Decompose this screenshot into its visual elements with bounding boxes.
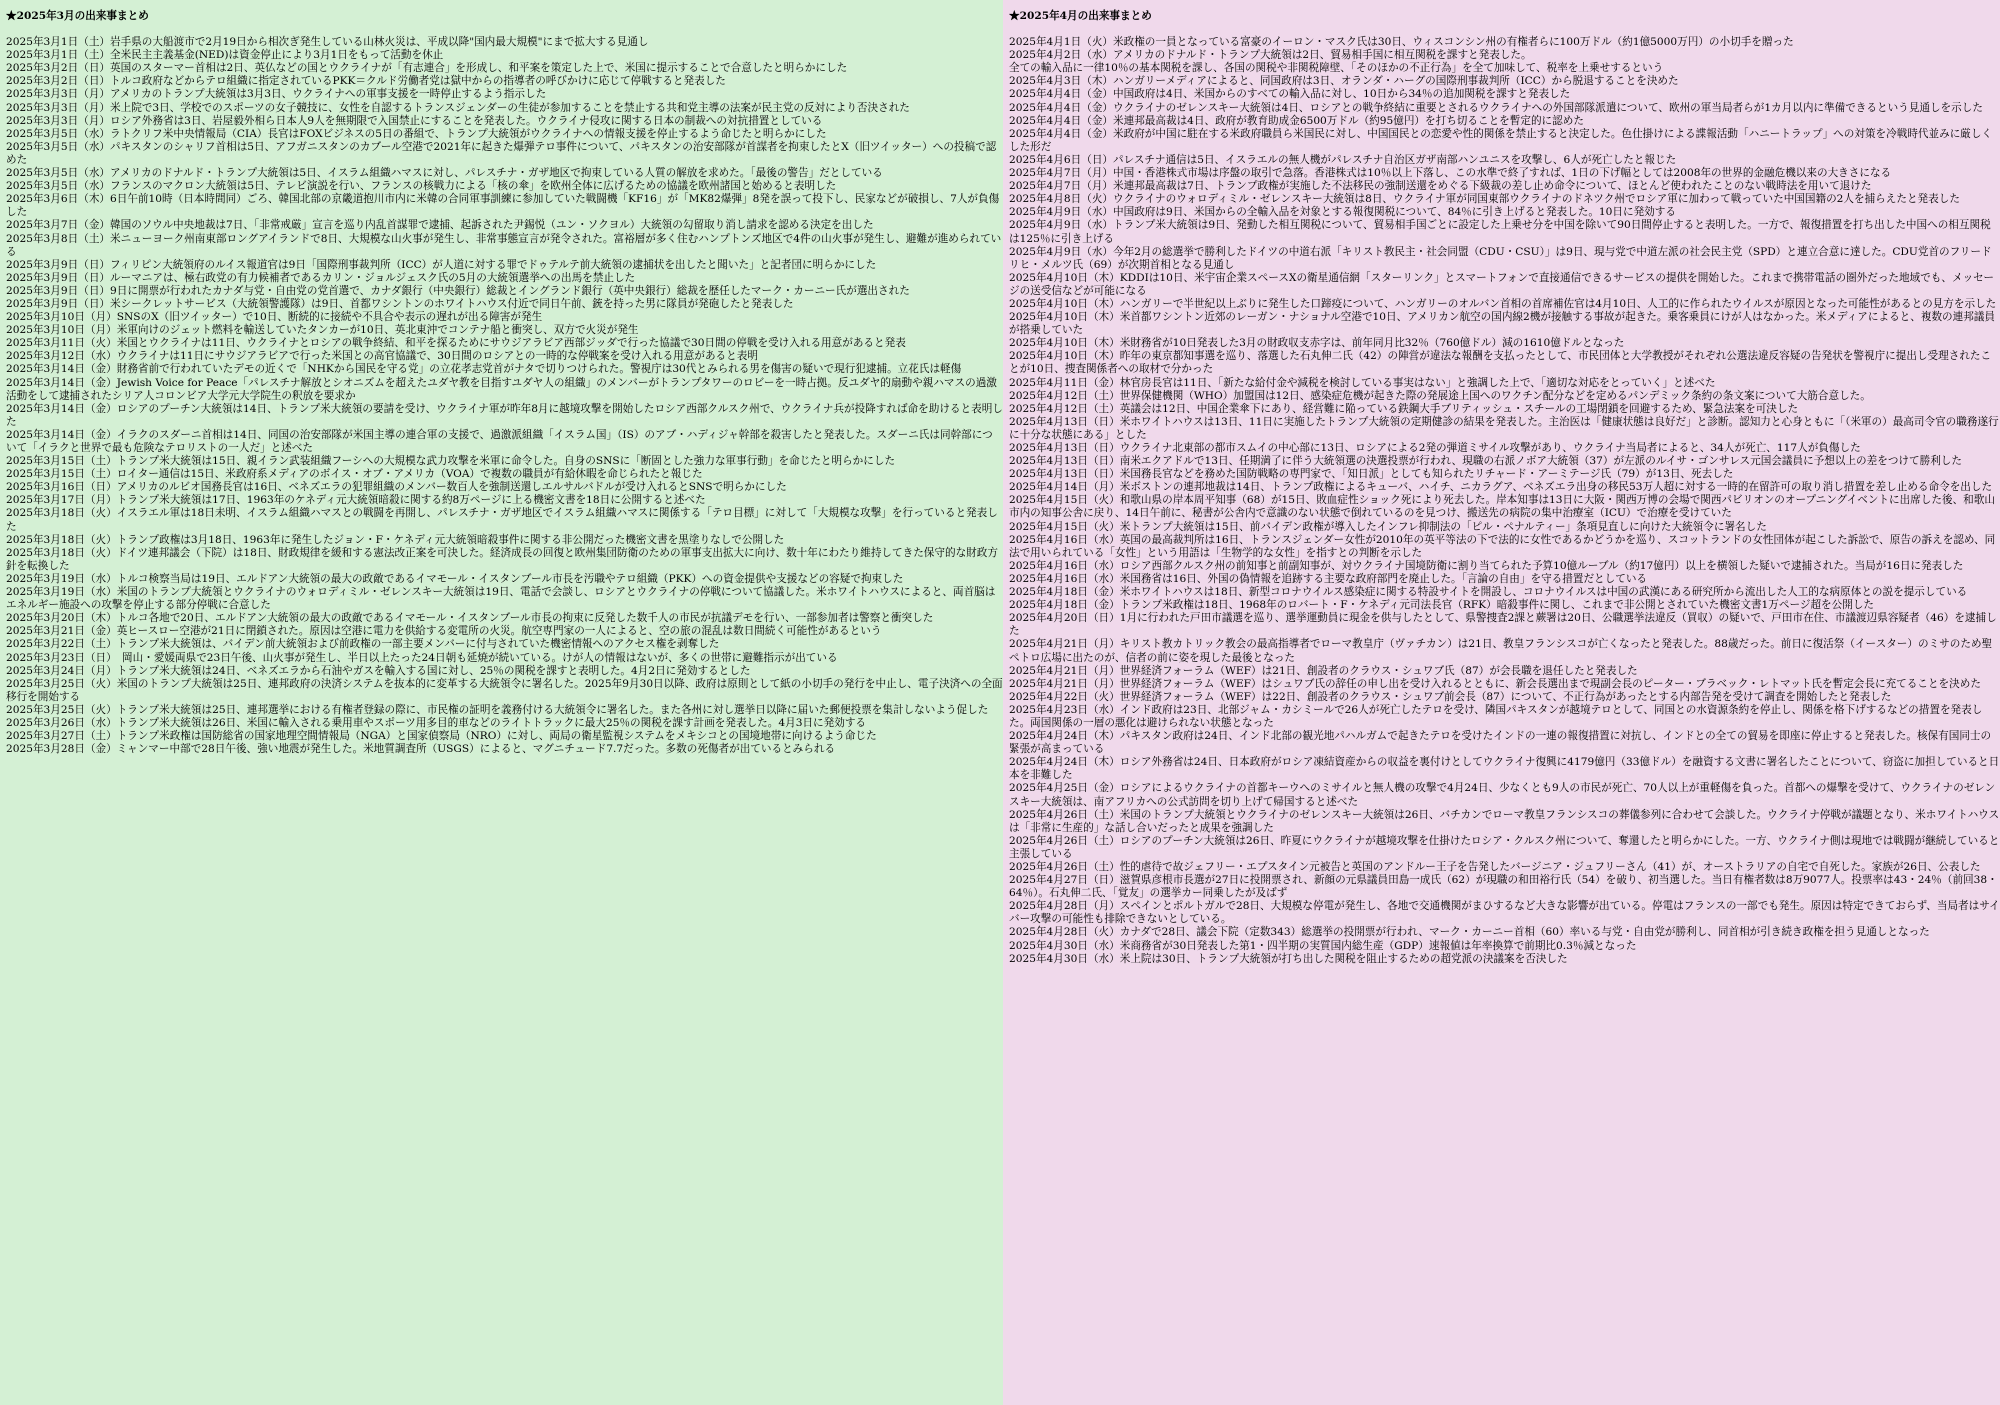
april-entry: 2025年4月28日（火）カナダで28日、議会下院（定数343）総選挙の投開票が行われ、マーク・カーニー首相（60）率いる与党・自由党が勝利し、同首相が引き続き政権を担う見通しとなった <box>1009 926 1930 939</box>
april-entry: 2025年4月4日（金）米連邦最高裁は4日、政府が教育助成金6500万ドル（約95億円）を打ち切ることを暫定的に認めた <box>1009 114 1584 127</box>
march-entry: 2025年3月18日（火）トランプ政権は3月18日、1963年に発生したジョン・F・ケネディ元大統領暗殺事件に関する非公開だった機密文書を黒塗りなしで公開した <box>6 533 785 546</box>
april-entry: 2025年4月16日（水）ロシア西部クルスク州の前知事と前副知事が、対ウクライナ国境防衛に割り当てられた予算10億ルーブル（約17億円）以上を横領した疑いで逮捕された。当局が16日に発表した <box>1009 559 1964 572</box>
march-entry: 2025年3月19日（水）米国のトランプ大統領とウクライナのウォロディミル・ゼレンスキー大統領は19日、電話で会談し、ロシアとウクライナの停戦について協議した。米ホワイトハウスによると、両首脳はエネルギー施設への攻撃を停止する部分停戦に合意した <box>6 586 996 612</box>
march-entry: 2025年3月25日（火）トランプ米大統領は25日、連邦選挙における有権者登録の際に、市民権の証明を義務付ける大統領令に署名した。また各州に対し選挙日以降に届いた郵便投票を集計しないよう促した <box>6 703 989 716</box>
march-entry: 2025年3月9日（日）ルーマニアは、極右政党の有力候補者であるカリン・ジョルジェスク氏の5月の大統領選挙への出馬を禁止した <box>6 271 636 284</box>
march-entry: 2025年3月14日（金）Jewish Voice for Peace「パレスチナ解放とシオニズムを超えたユダヤ教を目指すユダヤ人の組織」のメンバーがトランプタワーのロビーを一時占拠。反ユダヤ的扇動や親ハマスの過激活動をして逮捕されたシリア人コロンビア大学元大学院生の釈放を要求か <box>6 376 997 402</box>
march-entry: 2025年3月5日（水）パキスタンのシャリフ首相は5日、アフガニスタンのカブール空港で2021年に起きた爆弾テロ事件について、パキスタンの治安部隊が首謀者を拘束したとX（旧ツイッター）への投稿で認めた <box>6 140 997 166</box>
april-entry: 2025年4月24日（木）ロシア外務省は24日、日本政府がロシア凍結資産からの収益を裏付けとしてウクライナ復興に4179億円（33億ドル）を融資する文書に署名したことについて、窃盗に加担していると日本を非難した <box>1009 756 2000 782</box>
april-entry: 2025年4月12日（土）英議会は12日、中国企業傘下にあり、経営難に陥っている鉄鋼大手ブリティッシュ・スチールの工場閉鎖を回避するため、緊急法案を可決した <box>1009 402 1799 415</box>
april-entry: 2025年4月14日（月）米ボストンの連邦地裁は14日、トランプ政権によるキューバ、ハイチ、ニカラグア、ベネズエラ出身の移民53万人超に対する一時的在留許可の取り消し措置を差し止める命令を出した <box>1009 481 1993 494</box>
april-entry: 2025年4月10日（木）昨年の東京都知事選を巡り、落選した石丸伸二氏（42）の陣営が違法な報酬を支払ったとして、市民団体と大学教授がそれぞれ公選法違反容疑の告発状を警視庁に提出し受理されたことが10日、捜査関係者への取材で分かった <box>1009 350 1992 376</box>
march-entry: 2025年3月6日（木）6日午前10時（日本時間同）ごろ、韓国北部の京畿道抱川市内に米韓の合同軍事訓練に参加していた戦闘機「KF16」が「MK82爆弾」8発を誤って投下し、民家などが破損し、7人が負傷した <box>6 193 1000 219</box>
march-entry: 2025年3月28日（金）ミャンマー中部で28日午後、強い地震が発生した。米地質調査所（USGS）によると、マグニチュード7.7だった。多数の死傷者が出ているとみられる <box>6 743 836 756</box>
april-entry: 2025年4月21日（月）キリスト教カトリック教会の最高指導者でローマ教皇庁（ヴァチカン）は21日、教皇フランシスコが亡くなったと発表した。88歳だった。前日に復活祭（イースター）のミサのため聖ペトロ広場に出たのが、信者の前に姿を現した最後となった <box>1009 638 1993 664</box>
april-entry: 2025年4月16日（水）米国務省は16日、外国の偽情報を追跡する主要な政府部門を廃止した。「言論の自由」を守る措置だとしている <box>1009 572 1648 585</box>
april-entry: 全ての輸入品に一律10％の基本関税を課し、各国の関税や非関税障壁、「そのほかの不正行為」を全て加味して、税率を上乗せするという <box>1009 62 1664 75</box>
april-entry: 2025年4月30日（水）米上院は30日、トランプ大統領が打ち出した関税を阻止するための超党派の決議案を否決した <box>1009 952 1568 965</box>
april-entry: 2025年4月9日（水）今年2月の総選挙で勝利したドイツの中道右派「キリスト教民主・社会同盟（CDU・CSU）」は9日、現与党で中道左派の社会民主党（SPD）と連立合意に達した。CDU党首のフリードリヒ・メルツ氏（69）が次期首相となる見通し <box>1009 245 1992 271</box>
april-entry: 2025年4月12日（土）世界保健機関（WHO）加盟国は12日、感染症危機が起きた際の発展途上国へのワクチン配分などを定めるパンデミック条約の条文案について大筋合意した。 <box>1009 389 1871 402</box>
march-entry: 2025年3月18日（火）ドイツ連邦議会（下院）は18日、財政規律を緩和する憲法改正案を可決した。経済成長の回復と欧州集団防衛のための軍事支出拡大に向け、数十年にわたり維持してきた保守的な財政方針を転換した <box>6 546 998 572</box>
march-entry: 2025年3月18日（火）イスラエル軍は18日未明、イスラム組織ハマスとの戦闘を再開し、パレスチナ・ガザ地区でイスラム組織ハマスに関係する「テロ目標」に対して「大規模な攻撃」を行っていると発表した <box>6 507 998 533</box>
april-list <box>1009 36 2000 966</box>
april-entry: 2025年4月25日（金）ロシアによるウクライナの首都キーウへのミサイルと無人機の攻撃で4月24日、少なくとも9人の市民が死亡、70人以上が重軽傷を負った。首都への爆撃を受けて、ウクライナのゼレンスキー大統領は、南アフリカへの公式訪問を切り上げて帰国すると述べた <box>1009 782 1996 808</box>
march-entry: 2025年3月21日（金）英ヒースロー空港が21日に閉鎖された。原因は空港に電力を供給する変電所の火災。航空専門家の一人によると、空の旅の混乱は数日間続く可能性があるという <box>6 625 882 638</box>
april-entry: 2025年4月13日（日）南米エクアドルで13日、任期満了に伴う大統領選の決選投票が行われ、現職の右派ノボア大統領（37）が左派のルイサ・ゴンサレス元国会議員に予想以上の差をつけて勝利した <box>1009 455 1962 468</box>
april-entry: 2025年4月24日（木）パキスタン政府は24日、インド北部の観光地パハルガムで起きたテロを受けたインドの一連の報復措置に対抗し、インドとの全ての貿易を即座に停止すると発表した。核保有国同士の緊張が高まっている <box>1009 730 1992 756</box>
march-entry: 2025年3月14日（金）ロシアのプーチン大統領は14日、トランプ米大統領の要請を受け、ウクライナ軍が昨年8月に越境攻撃を開始したロシア西部クルスク州で、ウクライナ兵が投降すれば命を助けると表明した <box>6 402 1003 428</box>
april-column <box>1003 0 2000 1405</box>
april-entry: 2025年4月9日（水）トランプ米大統領は9日、発動した相互関税について、貿易相手国ごとに設定した上乗せ分を中国を除いて90日間停止すると表明した。一方で、報復措置を打ち出した中国への相互関税は125％に引き上げる <box>1009 219 1991 245</box>
march-entry: 2025年3月15日（土）ロイター通信は15日、米政府系メディアのボイス・オブ・アメリカ（VOA）で複数の職員が有給休暇を命じられたと報じた <box>6 468 703 481</box>
march-entry: 2025年3月8日（土）米ニューヨーク州南東部ロングアイランドで8日、大規模な山火事が発生し、非常事態宣言が発令された。富裕層が多く住むハンプトンズ地区で4件の山火事が発生し、避難が進められている <box>6 232 1002 258</box>
april-entry: 2025年4月13日（日）米国務長官などを務めた国防戦略の専門家で、「知日派」としても知られたリチャード・アーミテージ氏（79）が13日、死去した <box>1009 468 1734 481</box>
march-title: ★2025年3月の出来事まとめ <box>6 10 149 22</box>
april-entry: 2025年4月1日（火）米政権の一員となっている富豪のイーロン・マスク氏は30日、ウィスコンシン州の有権者らに100万ドル（約1億5000万円）の小切手を贈った <box>1009 36 1794 49</box>
april-entry: 2025年4月30日（水）米商務省が30日発表した第1・四半期の実質国内総生産（GDP）速報値は年率換算で前期比0.3％減となった <box>1009 939 1637 952</box>
april-entry: 2025年4月26日（土）米国のトランプ大統領とウクライナのゼレンスキー大統領は26日、バチカンでローマ教皇フランシスコの葬儀参列に合わせて会談した。ウクライナ停戦が議題となり、米ホワイトハウスは「非常に生産的」な話し合いだったと成果を強調した <box>1009 808 2000 834</box>
april-entry: 2025年4月27日（日）滋賀県彦根市長選が27日に投開票され、新顔の元県議員田島一成氏（62）が現職の和田裕行氏（54）を破り、初当選した。当日有権者数は8万9077人。投票率は43・24％（前回38・64％）。石丸伸二氏、「覚友」の選挙カー同乗したが及ばず <box>1009 874 1998 900</box>
april-entry: 2025年4月4日（金）ウクライナのゼレンスキー大統領は4日、ロシアとの戦争終結に重要とされるウクライナへの外国部隊派遣について、欧州の軍当局者らが1カ月以内に準備できるという見通しを示した <box>1009 101 1983 114</box>
march-entry: 2025年3月15日（土）トランプ米大統領は15日、親イラン武装組織フーシへの大規模な武力攻撃を米軍に命令した。自身のSNSに「断固とした強力な軍事行動」を命じたと明らかにした <box>6 455 896 468</box>
march-entry: 2025年3月10日（月）SNSのX（旧ツイッター）で10日、断続的に接続や不具合や表示の遅れが出る障害が発生 <box>6 311 543 324</box>
april-entry: 2025年4月13日（日）米ホワイトハウスは13日、11日に実施したトランプ大統領の定期健診の結果を発表した。主治医は「健康状態は良好だ」と診断。認知力と心身ともに「（米軍の）最高司令官の職務遂行に十分な状態にある」とした <box>1009 415 1999 441</box>
march-entry: 2025年3月5日（水）アメリカのドナルド・トランプ大統領は5日、イスラム組織ハマスに対し、パレスチナ・ガザ地区で拘束している人質の解放を求めた。「最後の警告」だとしている <box>6 167 883 180</box>
april-entry: 2025年4月18日（金）トランプ米政権は18日、1968年のロバート・F・ケネディ元司法長官（RFK）暗殺事件に関し、これまで非公開とされていた機密文書1万ページ超を公開した <box>1009 599 1875 612</box>
april-entry: 2025年4月4日（金）米政府が中国に駐在する米政府職員ら米国民に対し、中国国民との恋愛や性的関係を禁止すると決定した。色仕掛けによる諜報活動「ハニートラップ」への対策を冷戦時代並みに厳しくした形だ <box>1009 127 1993 153</box>
april-entry: 2025年4月26日（土）ロシアのプーチン大統領は26日、昨夏にウクライナが越境攻撃を仕掛けたロシア・クルスク州について、奪還したと明らかにした。一方、ウクライナ側は現地では戦闘が継続していると主張している <box>1009 834 2000 860</box>
march-entry: 2025年3月7日（金）韓国のソウル中央地裁は7日、「非常戒厳」宣言を巡り内乱首謀罪で逮捕、起訴された尹錫悦（ユン・ソクヨル）大統領の勾留取り消し請求を認める決定を出した <box>6 219 874 232</box>
march-entry: 2025年3月22日（土）トランプ米大統領は、バイデン前大統領および前政権の一部主要メンバーに付与されていた機密情報へのアクセス権を剥奪した <box>6 638 720 651</box>
april-entry: 2025年4月23日（水）インド政府は23日、北部ジャム・カシミールで26人が死亡したテロを受け、隣国パキスタンが越境テロとして、同国との水資源条約を停止し、関係を格下げするなどの措置を発表した。両国関係の一層の悪化は避けられない状態となった <box>1009 703 1983 729</box>
march-entry: 2025年3月23日（日） 岡山・愛媛両県で23日午後、山火事が発生し、半日以上たった24日朝も延焼が続いている。けが人の情報はないが、多くの世帯に避難指示が出ている <box>6 651 838 664</box>
march-entry: 2025年3月16日（日）アメリカのルビオ国務長官は16日、ベネズエラの犯罪組織のメンバー数百人を強制送還しエルサルバドルが受け入れるとSNSで明らかにした <box>6 481 787 494</box>
march-entry: 2025年3月3日（月）ロシア外務省は3日、岩屋毅外相ら日本人9人を無期限で入国禁止にすることを発表した。ウクライナ侵攻に関する日本の制裁への対抗措置としている <box>6 114 823 127</box>
march-entry: 2025年3月5日（水）フランスのマクロン大統領は5日、テレビ演説を行い、フランスの核戦力による「核の傘」を欧州全体に広げるための協議を欧州諸国と始めると表明した <box>6 180 837 193</box>
march-entry: 2025年3月9日（日）米シークレットサービス（大統領警護隊）は9日、首都ワシントンのホワイトハウス付近で同日午前、銃を持った男に隊員が発砲したと発表した <box>6 297 794 310</box>
april-entry: 2025年4月10日（木）米首都ワシントン近郊のレーガン・ナショナル空港で10日、アメリカン航空の国内線2機が接触する事故が起きた。乗客乗員にけが人はなかった。米メディアによると、複数の連邦議員が搭乗していた <box>1009 311 1996 337</box>
april-entry: 2025年4月16日（水）英国の最高裁判所は16日、トランスジェンダー女性が2010年の英平等法の下で法的に女性であるかどうかを巡り、スコットランドの女性団体が起こした訴訟で、原告の訴えを認め、同法で用いられている「女性」という用語は「生物学的な女性」を指すとの判断を示した <box>1009 533 1996 559</box>
march-entry: 2025年3月20日（木）トルコ各地で20日、エルドアン大統領の最大の政敵であるイマモール・イスタンブール市長の拘束に反発した数千人の市民が抗議デモを行い、一部参加者は警察と衝突した <box>6 612 934 625</box>
march-entry: 2025年3月3日（月）アメリカのトランプ大統領は3月3日、ウクライナへの軍事支援を一時停止するよう指示した <box>6 88 547 101</box>
april-entry: 2025年4月9日（水）中国政府は9日、米国からの全輸入品を対象とする報復関税について、84％に引き上げると発表した。10日に発効する <box>1009 206 1676 219</box>
april-title: ★2025年4月の出来事まとめ <box>1009 10 1152 22</box>
march-entry: 2025年3月10日（月）米軍向けのジェット燃料を輸送していたタンカーが10日、英北東沖でコンテナ船と衝突し、双方で火災が発生 <box>6 324 639 337</box>
april-entry: 2025年4月21日（月）世界経済フォーラム（WEF）はシュワブ氏の辞任の申し出を受け入れるとともに、新会長選出まで現副会長のピーター・ブラベック・レトマット氏を暫定会長に充てることを決めた <box>1009 677 1981 690</box>
april-entry: 2025年4月15日（火）米トランプ大統領は15日、前バイデン政権が導入したインフレ抑制法の「ピル・ペナルティー」条項見直しに向けた大統領令に署名した <box>1009 520 1767 533</box>
march-entry: 2025年3月9日（日）9日に開票が行われたカナダ与党・自由党の党首選で、カナダ銀行（中央銀行）総裁とイングランド銀行（英中央銀行）総裁を歴任したマーク・カーニー氏が選出された <box>6 284 910 297</box>
march-entry: 2025年3月24日（月）トランプ米大統領は24日、ベネズエラから石油やガスを輸入する国に対し、25％の関税を課すと表明した。4月2日に発効するとした <box>6 664 751 677</box>
march-entry: 2025年3月1日（土）岩手県の大船渡市で2月19日から相次ぎ発生している山林火災は、平成以降"国内最大規模"にまで拡大する見通し <box>6 36 649 49</box>
april-entry: 2025年4月4日（金）中国政府は4日、米国からのすべての輸入品に対し、10日から34％の追加関税を課すと発表した <box>1009 88 1571 101</box>
april-entry: 2025年4月6日（日）パレスチナ通信は5日、イスラエルの無人機がパレスチナ自治区ガザ南部ハンユニスを攻撃し、6人が死亡したと報じた <box>1009 153 1677 166</box>
april-entry: 2025年4月10日（木）ハンガリーで半世紀以上ぶりに発生した口蹄疫について、ハンガリーのオルバン首相の首席補佐官は4月10日、人工的に作られたウイルスが原因となった可能性があるとの見方を示した <box>1009 297 1997 310</box>
march-entry: 2025年3月5日（水）ラトクリフ米中央情報局（CIA）長官はFOXビジネスの5日の番組で、トランプ大統領がウクライナへの情報支援を停止するよう命じたと明らかにした <box>6 127 827 140</box>
march-entry: 2025年3月14日（金）イラクのスダーニ首相は14日、同国の治安部隊が米国主導の連合軍の支援で、過激派組織「イスラム国」（IS）のアブ・ハディジャ幹部を殺害したと発表した。スダーニ氏は同幹部について「イラクと世界で最も危険なテロリストの一人だ」と述べた <box>6 428 993 454</box>
april-entry: 2025年4月3日（木）ハンガリーメディアによると、同国政府は3日、オランダ・ハーグの国際刑事裁判所（ICC）から脱退することを決めた <box>1009 75 1679 88</box>
april-entry: 2025年4月7日（月）米連邦最高裁は7日、トランプ政権が実施した不法移民の強制送還をめぐる下級裁の差し止め命令について、ほとんど使われたことのない戦時法を用いて退けた <box>1009 180 1872 193</box>
march-entry: 2025年3月27日（土）トランプ米政権は国防総省の国家地理空間情報局（NGA）と国家偵察局（NRO）に対し、両局の衛星監視システムをメキシコとの国境地帯に向けるよう命じた <box>6 730 877 743</box>
march-entry: 2025年3月11日（火）米国とウクライナは11日、ウクライナとロシアの戦争終結、和平を探るためにサウジアラビア西部ジッダで行った協議で30日間の停戦を受け入れる用意があると発表 <box>6 337 906 350</box>
march-entry: 2025年3月12日（水）ウクライナは11日にサウジアラビアで行った米国との高官協議で、30日間のロシアとの一時的な停戦案を受け入れる用意があると表明 <box>6 350 758 363</box>
april-entry: 2025年4月18日（金）米ホワイトハウスは18日、新型コロナウイルス感染症に関する特設サイトを開設し、コロナウイルスは中国の武漢にある研究所から流出した人工的な病原体との説を提示している <box>1009 586 1968 599</box>
april-entry: 2025年4月11日（金）林官房長官は11日、「新たな給付金や減税を検討している事実はない」と強調した上で、「適切な対応をとっていく」と述べた <box>1009 376 1716 389</box>
april-entry: 2025年4月7日（月）中国・香港株式市場は序盤の取引で急落。香港株式は10％以上下落し、この水準で終了すれば、1日の下げ幅としては2008年の世界的金融危機以来の大きさになる <box>1009 167 1892 180</box>
april-entry: 2025年4月10日（木）KDDIは10日、米宇宙企業スペースXの衛星通信網「スターリンク」とスマートフォンで直接通信できるサービスの提供を開始した。これまで携帯電話の圏外だった地域でも、メッセージの送受信などが可能になる <box>1009 271 1994 297</box>
march-entry: 2025年3月14日（金）財務省前で行われていたデモの近くで「NHKから国民を守る党」の立花孝志党首がナタで切りつけられた。警視庁は30代とみられる男を傷害の疑いで現行犯逮捕。立花氏は軽傷 <box>6 363 962 376</box>
april-entry: 2025年4月15日（火）和歌山県の岸本周平知事（68）が15日、敗血症性ショック死により死去した。岸本知事は13日に大阪・関西万博の会場で関西パビリオンのオープニングイベントに出席した後、和歌山市内の知事公舎に戻り、14日午前に、秘書が公舎内で意識のない状態で倒れているのを見つけ、搬送先の病院の集中治療室（ICU）で治療を受けていた <box>1009 494 1995 520</box>
march-entry: 2025年3月19日（水）トルコ検察当局は19日、エルドアン大統領の最大の政敵であるイマモール・イスタンブール市長を汚職やテロ組織（PKK）への資金提供や支援などの容疑で拘束した <box>6 572 904 585</box>
march-entry: 2025年3月9日（日）フィリピン大統領府のルイス報道官は9日「国際刑事裁判所（ICC）が人道に対する罪でドゥテルテ前大統領の逮捕状を出したと聞いた」と記者団に明らかにした <box>6 258 877 271</box>
april-entry: 2025年4月10日（木）米財務省が10日発表した3月の財政収支赤字は、前年同月比32％（760億ドル）減の1610億ドルとなった <box>1009 337 1625 350</box>
march-entry: 2025年3月2日（日）英国のスターマー首相は2日、英仏などの国とウクライナが「有志連合」を形成し、和平案を策定した上で、米国に提示することで合意したと明らかにした <box>6 62 848 75</box>
march-entry: 2025年3月25日（火）米国のトランプ大統領は25日、連邦政府の決済システムを抜本的に変革する大統領令に署名した。2025年9月30日以降、政府は原則として紙の小切手の発行を中止し、電子決済への全面移行を開始する <box>6 677 1003 703</box>
march-entry: 2025年3月1日（土）全米民主主義基金(NED)は資金停止により3月1日をもって活動を休止 <box>6 49 444 62</box>
april-entry: 2025年4月8日（火）ウクライナのウォロディミル・ゼレンスキー大統領は8日、ウクライナ軍が同国東部ウクライナのドネツク州でロシア軍に加わって戦っていた中国国籍の2人を捕らえたと発表した <box>1009 193 1960 206</box>
march-entry: 2025年3月2日（日）トルコ政府などからテロ組織に指定されているPKK＝クルド労働者党は獄中からの指導者の呼びかけに応じて停戦すると発表した <box>6 75 726 88</box>
april-entry: 2025年4月22日（火）世界経済フォーラム（WEF）は22日、創設者のクラウス・シュワブ前会長（87）について、不正行為があったとする内部告発を受けて調査を開始したと発表した <box>1009 690 1892 703</box>
april-entry: 2025年4月28日（月）スペインとポルトガルで28日、大規模な停電が発生し、各地で交通機関がまひするなど大きな影響が出ている。停電はフランスの一部でも発生。原因は特定できておらず、当局者はサイバー攻撃の可能性も排除できないとしている。 <box>1009 900 2000 926</box>
march-entry: 2025年3月26日（水）トランプ米大統領は26日、米国に輸入される乗用車やスポーツ用多目的車などのライトトラックに最大25％の関税を課す計画を発表した。4月3日に発効する <box>6 716 867 729</box>
march-entry: 2025年3月3日（月）米上院で3日、学校でのスポーツの女子競技に、女性を自認するトランスジェンダーの生徒が参加することを禁止する共和党主導の法案が民主党の反対により否決された <box>6 101 910 114</box>
april-entry: 2025年4月20日（日）1月に行われた戸田市議選を巡り、選挙運動員に現金を供与したとして、県警捜査2課と蕨署は20日、公職選挙法違反（買収）の疑いで、戸田市在住、市議渡辺県容疑者（46）を逮捕した <box>1009 612 1997 638</box>
march-list <box>6 36 1003 756</box>
march-entry: 2025年3月17日（月）トランプ米大統領は17日、1963年のケネディ元大統領暗殺に関する約8万ページに上る機密文書を18日に公開すると述べた <box>6 494 706 507</box>
april-entry: 2025年4月26日（土）性的虐待で故ジェフリー・エプスタイン元被告と英国のアンドルー王子を告発したバージニア・ジュフリーさん（41）が、オーストラリアの自宅で自死した。家族が26日、公表した <box>1009 861 1981 873</box>
april-entry: 2025年4月21日（月）世界経済フォーラム（WEF）は21日、創設者のクラウス・シュワブ氏（87）が会長職を退任したと発表した <box>1009 664 1638 677</box>
april-entry: 2025年4月2日（水）アメリカのドナルド・トランプ大統領は2日、貿易相手国に相互関税を課すと発表した。 <box>1009 49 1532 62</box>
april-entry: 2025年4月13日（日）ウクライナ北東部の都市スムイの中心部に13日、ロシアによる2発の弾道ミサイル攻撃があり、ウクライナ当局者によると、34人が死亡、117人が負傷した <box>1009 442 1861 454</box>
